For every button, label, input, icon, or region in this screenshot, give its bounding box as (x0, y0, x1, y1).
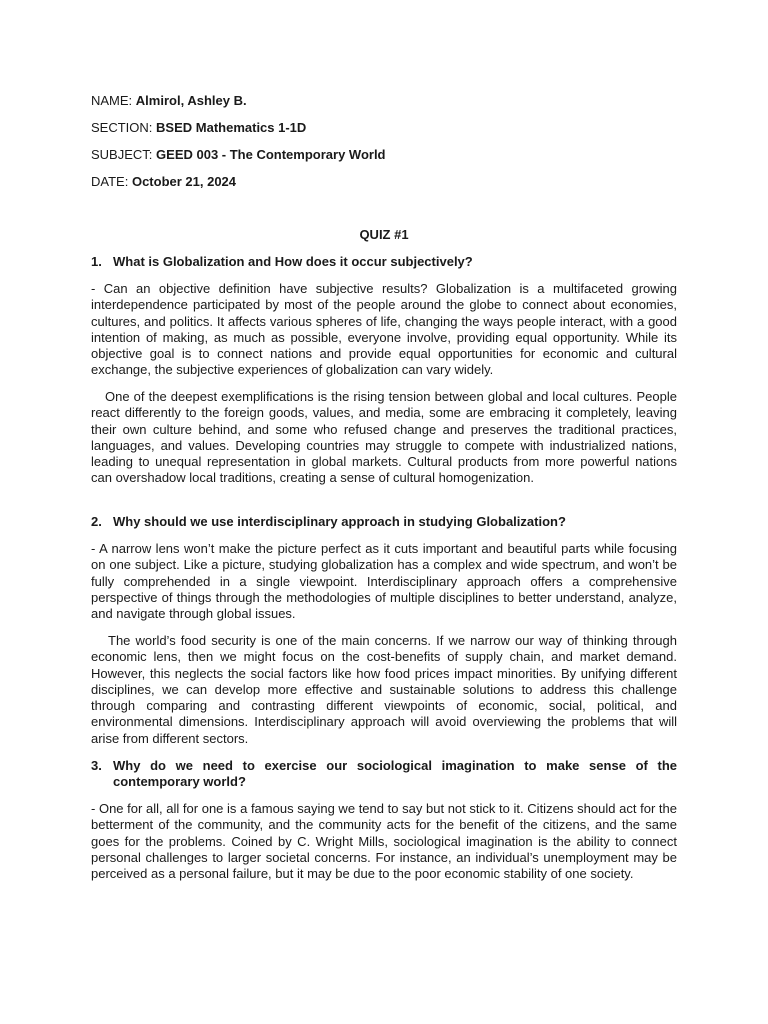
question-3 (91, 758, 677, 791)
name-line (91, 93, 247, 109)
quiz-title: QUIZ #1 (359, 227, 409, 242)
question-1 (91, 254, 677, 270)
question-text: What is Globalization and How does it occur subjectively? (113, 254, 473, 269)
section-label: SECTION: (91, 120, 153, 135)
name-value: Almirol, Ashley B. (135, 93, 247, 108)
subject-line (91, 147, 386, 163)
date-label: DATE: (91, 174, 129, 189)
question-number: 3. (91, 758, 102, 773)
question-2 (91, 514, 677, 530)
name-label: NAME: (91, 93, 133, 108)
section-value: BSED Mathematics 1-1D (156, 120, 307, 135)
section-line (91, 120, 306, 136)
subject-label: SUBJECT: (91, 147, 153, 162)
subject-value: GEED 003 - The Contemporary World (156, 147, 386, 162)
date-line (91, 174, 236, 190)
date-value: October 21, 2024 (131, 174, 237, 189)
answer-3-paragraph-1: - One for all, all for one is a famous saying we tend to say but not stick to it. Citizens should act for the betterment of the community, and the community acts for the benefit of the citizens, and the same goes for the problems. Coined by C. Wright Mills, sociological imagination is the ability to connect personal challenges to larger societal concerns. For instance, an individual’s unemployment may be perceived as a personal failure, but it may be due to the poor economic stability of one society. (91, 801, 677, 882)
question-number: 2. (91, 514, 102, 529)
question-text: Why should we use interdisciplinary approach in studying Globalization? (113, 514, 566, 529)
question-text: Why do we need to exercise our sociological imagination to make sense of the contemporary world? (113, 758, 677, 790)
question-number: 1. (91, 254, 102, 269)
answer-1-paragraph-1: - Can an objective definition have subjective results? Globalization is a multifaceted growing interdependence participated by most of the people around the globe to connect about economies, cultures, and politics. It affects various spheres of life, changing the ways people interact, with a good intention of making, as much as possible, everyone involve, providing equal opportunity. While its objective goal is to connect nations and provide equal opportunities for economic and cultural exchange, the subjective experiences of globalization can vary widely. (91, 281, 677, 378)
answer-1-paragraph-2: One of the deepest exemplifications is the rising tension between global and local cultures. People react differently to the foreign goods, values, and media, some are embracing it completely, leaving their own culture behind, and some who refused change and preserves the traditional practices, languages, and values. Developing countries may struggle to compete with industrialized nations, leading to unequal representation in global markets. Cultural products from more powerful nations can overshadow local traditions, creating a sense of cultural homogenization. (91, 389, 677, 486)
answer-2-paragraph-2: The world’s food security is one of the main concerns. If we narrow our way of thinking through economic lens, then we might focus on the cost-benefits of supply chain, and market demand. However, this neglects the social factors like how food prices impact minorities. By unifying different disciplines, we can develop more effective and sustainable solutions to address this challenge through comparing and contrasting different viewpoints of economic, social, political, and environmental dimensions. Interdisciplinary approach will avoid overviewing the problems that will arise from different sectors. (91, 633, 677, 746)
answer-2-paragraph-1: - A narrow lens won’t make the picture perfect as it cuts important and beautiful parts while focusing on one subject. Like a picture, studying globalization has a complex and wide spectrum, and won’t be fully comprehended in a single viewpoint. Interdisciplinary approach offers a comprehensive perspective of things through the methodologies of multiple disciplines to better understand, analyze, and navigate through global issues. (91, 541, 677, 622)
